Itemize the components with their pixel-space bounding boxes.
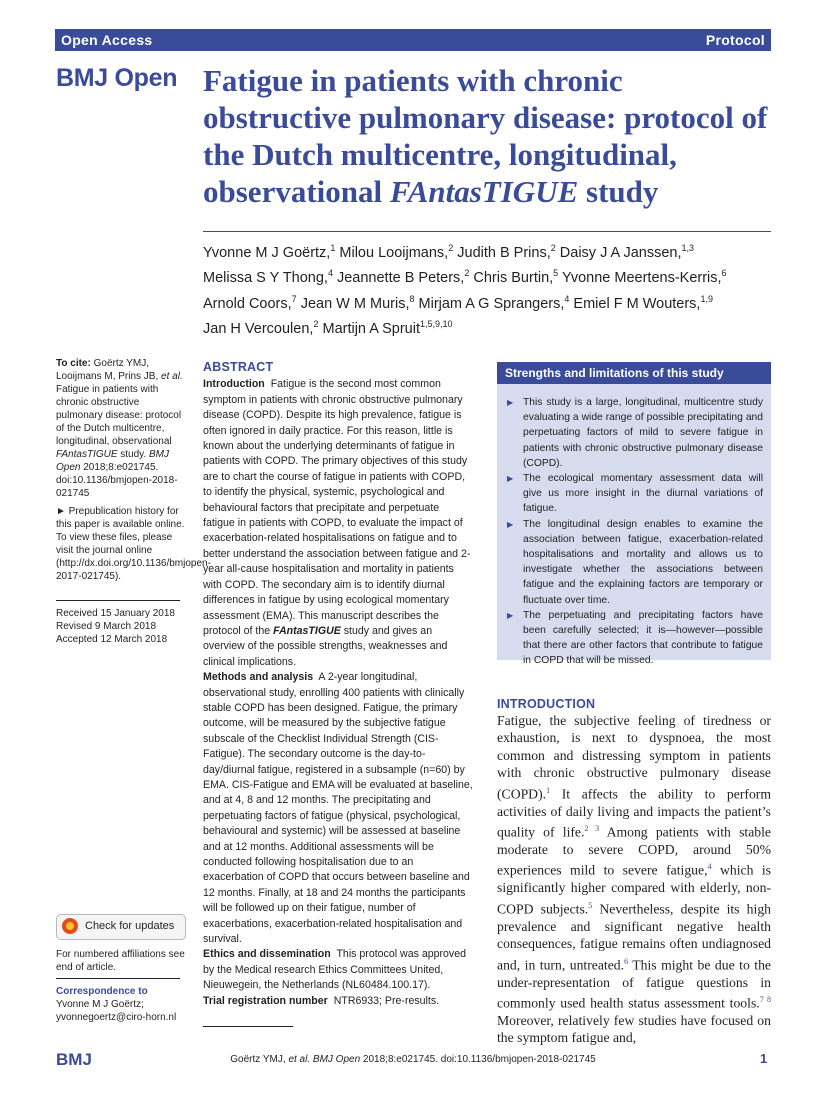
section-label: Introduction [203,378,265,391]
accepted-date: Accepted 12 March 2018 [56,634,168,645]
strengths-limitations-box [497,362,771,667]
strengths-list [505,395,763,669]
correspondence-label: Correspondence to [56,986,148,997]
intro-sentence: Fatigue, the subjective feeling of tiredness or exhaustion, is next to dyspnoea, the most common and distressing symptom in patients with chronic obstructive pulmonary disease (COPD). [497,713,771,802]
author: Jean W M Muris, [300,295,410,312]
author: Jeannette B Peters, [336,270,465,287]
author-affiliation: 7 [291,293,297,304]
author: Yvonne Meertens-Kerris, [561,270,722,287]
author: Jan H Vercoulen, [203,320,314,337]
list-item: ▶ The longitudinal design enables to examine the association between fatigue, exacerbation-related hospitalisations and mortality and allows us to investigate whether the associations between fatigue and the explaining factors are temporary or fluctuate over time. [505,517,763,608]
title-part2: study [578,174,659,209]
open-access-label: Open Access [61,32,153,48]
footer-citation [203,1054,623,1065]
list-item: ▶ The ecological momentary assessment data will give us more insight in the diurnal variations of fatigue. [505,471,763,517]
intro-sentence: which is significantly higher compared with elderly, non-COPD subjects. [497,862,771,917]
reference-link[interactable]: 7 8 [759,994,772,1004]
title-study-name: FAntasTIGUE [389,174,579,209]
list-item: ▶ This study is a large, longitudinal, multicentre study evaluating a wide range of possible precipitating and perpetuating factors of mild to severe fatigue in patients with chronic obstructive pulmonary disease (COPD). [505,395,763,471]
author: Yvonne M J Goërtz, [203,244,331,261]
author-affiliation: 1,5,9,10 [420,318,453,329]
cite-label: To cite: [56,358,91,369]
sidebar-divider [56,978,180,979]
reference-link[interactable]: 2 3 [584,824,600,833]
dates-block [56,593,186,646]
section-label: Methods and analysis [203,671,314,684]
bmj-footer-logo: BMJ [56,1050,92,1069]
author: Mirjam A G Sprangers, [418,295,565,312]
author: Arnold Coors, [203,295,292,312]
header-bar [55,29,771,51]
author: Milou Looijmans, [339,244,449,261]
abstract-end-rule [203,1026,293,1027]
correspondence-email[interactable]: yvonnegoertz@ciro-horn.nl [56,1012,177,1023]
abstract-trial-registration [203,994,473,1009]
reference-link[interactable]: 5 [588,900,593,910]
author-affiliation: 6 [721,268,727,279]
author-affiliation: 1 [330,243,336,253]
author: Daisy J A Janssen, [559,244,682,261]
section-text: Fatigue is the second most common symptom in patients with chronic obstructive pulmonary disease (COPD). Despite its high prevalence, fatigue is often ignored in daily practice. For this reason, little is known about the underlying determinants of fatigue in patients with COPD. The primary objectives of this study are to chart the course of fatigue in patients with COPD, to identify the physical, systemic, psychological and behavioural factors that precipitate and perpetuate fatigue in patients with COPD, to evaluate the impact of exacerbation-related hospitalisations on fatigue and to better understand the association between fatigue and 2-year all-cause hospitalisation and mortality in patients with COPD. The secondary aim is to identify diurnal differences in fatigue by using ecological momentary assessment (EMA). This manuscript describes the protocol of the [203,378,471,637]
crossmark-icon [62,918,78,934]
cite-study: FAntasTIGUE [56,449,118,460]
section-text: A 2-year longitudinal, observational study, enrolling 400 patients with clinically stable COPD has been designed. Fatigue, the primary outcome, will be measured by the subjective fatigue subscale of the Checklist Individual Strength (CIS-Fatigue). The secondary outcome is the day-to-day/diurnal fatigue, registered in a subsample (n=60) by EMA. CIS-Fatigue and EMA will be evaluated at baseline, and at 4, 8 and 12 months. The precipitating and perpetuating factors of fatigue (physical, psychological, behavioural and systemic) will be assessed at baseline and at 12 months. Additional assessments will be conducted following hospitalisation due to an exacerbation of COPD that occurs between baseline and 12 months. Finally, at 18 and 24 months the participants will be followed up on their fatigue, number of exacerbations, exacerbation-related hospitalisation and survival. [203,671,473,946]
intro-sentence: Nevertheless, despite its high prevalence and significant negative health consequences, fatigue remains often undiagnosed and, in turn, untreated. [497,901,772,973]
author-affiliation: 4 [564,293,570,304]
abstract [203,360,473,1009]
section-text: This protocol was approved by the Medical research Ethics Committees United, Nieuwegein, the Netherlands (NL60484.100.17). [203,948,466,992]
citation-block [56,357,186,500]
reference-link[interactable]: 1 [546,785,551,795]
author-affiliation: 1,3 [681,243,695,253]
intro-sentence: Among patients with stable moderate to severe COPD, around 50% experiences mild to severe fatigue, [497,824,771,878]
reference-link[interactable]: 4 [707,862,712,872]
intro-sentence: Moreover, relatively few studies have focused on the symptom fatigue and, [497,1012,771,1046]
cite-etal: et al. [161,371,183,382]
cite-text: Fatigue in patients with chronic obstructive pulmonary disease: protocol of the Dutch multicentre, longitudinal, observational [56,384,182,447]
sidebar-divider [56,600,180,601]
author-affiliation: 2 [464,268,470,279]
article-title [203,62,773,210]
author-affiliation: 5 [553,268,559,279]
section-label: Ethics and dissemination [203,948,331,961]
author: Chris Burtin, [473,270,554,287]
introduction-text [497,712,771,1047]
author-affiliation: 1,9 [700,293,713,304]
section-label: Trial registration number [203,994,328,1007]
revised-date: Revised 9 March 2018 [56,621,157,632]
prepublication-note[interactable]: ► Prepublication history for this paper is available online. To view these files, please visit the journal online (http://dx.doi.org/10.1136/bmjopen-2017-021745). [56,506,211,582]
author-affiliation: 2 [313,318,319,329]
check-updates-label: Check for updates [85,920,175,932]
strengths-heading: Strengths and limitations of this study [505,366,724,380]
author-affiliation: 2 [448,243,454,253]
received-date: Received 15 January 2018 [56,608,175,619]
abstract-methods [203,670,473,947]
page-number: 1 [760,1051,768,1066]
title-divider [203,231,771,232]
footer-cite-doi: 2018;8:e021745. doi:10.1136/bmjopen-2018-021745 [360,1054,596,1065]
cite-text: study. [117,449,149,460]
study-name: FAntasTIGUE [273,624,341,637]
section-text: study and gives an overview of the possible strengths, weaknesses and clinical implications. [203,624,448,668]
section-text: NTR6933; Pre-results. [333,994,440,1007]
cite-doi: 2018;8:e021745. doi:10.1136/bmjopen-2018-021745 [56,462,178,499]
correspondence-block [56,978,186,1024]
cite-text: Goërtz YMJ, Looijmans M, Prins JB, [56,358,162,382]
journal-logo: BMJ Open [56,64,178,92]
article-type-label: Protocol [705,32,765,48]
author-list [203,238,773,339]
abstract-introduction [203,377,473,670]
introduction-heading: INTRODUCTION [497,697,596,711]
author-affiliation: 2 [550,243,556,253]
author-affiliation: 8 [409,293,415,304]
author: Martijn A Spruit [322,320,420,337]
cite-journal: BMJ Open [56,449,169,473]
abstract-ethics [203,947,473,993]
intro-sentence: This might be due to the under-representation of fatigue questions in commonly used health status assessment tools. [497,957,771,1011]
author: Judith B Prins, [457,244,551,261]
author: Emiel F M Wouters, [573,295,701,312]
footer-cite-journal: et al. BMJ Open [288,1054,361,1065]
list-item: ▶ The perpetuating and precipitating factors have been carefully selected; it is—however—possible that there are other factors that contribute to fatigue in COPD that will be missed. [505,608,763,669]
affiliations-note: For numbered affiliations see end of article. [56,949,185,973]
title-part1: Fatigue in patients with chronic obstructive pulmonary disease: protocol of the Dutch multicentre, longitudinal, observational [203,63,768,209]
footer-cite-text: Goërtz YMJ, [230,1054,289,1065]
check-for-updates-button[interactable] [56,914,186,940]
intro-sentence: It affects the ability to perform activities of daily living and impacts the patient’s quality of life. [497,786,771,840]
author: Melissa S Y Thong, [203,270,328,287]
reference-link[interactable]: 6 [624,956,629,966]
author-affiliation: 4 [327,268,333,279]
correspondence-name: Yvonne M J Goërtz; [56,999,144,1010]
abstract-heading: ABSTRACT [203,360,274,374]
strengths-header [497,362,771,384]
